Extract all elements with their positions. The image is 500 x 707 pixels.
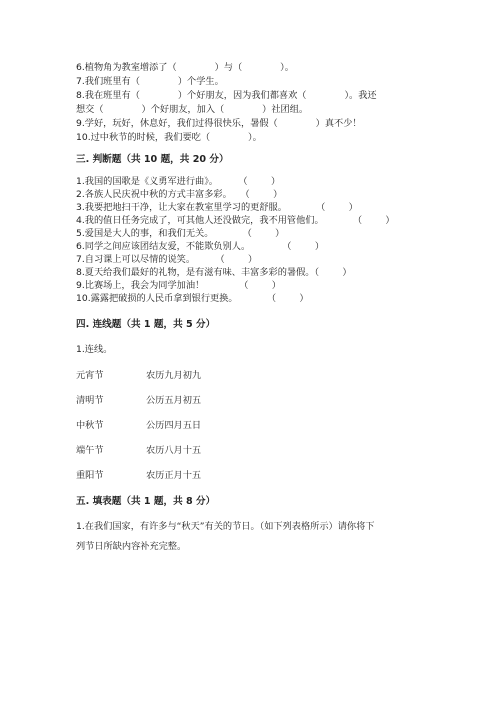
date-item: 农历正月十五 xyxy=(146,470,202,481)
judgment-item-2: 2.各族人民庆祝中秋的方式丰富多彩。 （ ） xyxy=(76,189,283,200)
table-question-line-2: 列节日所缺内容补充完整。 xyxy=(76,541,187,552)
judgment-item-6: 6.同学之间应该团结友爱，不能欺负别人。 （ ） xyxy=(76,241,325,252)
section-heading-table: 五. 填表题（共 1 题，共 8 分） xyxy=(76,496,216,507)
festival-item: 端午节 xyxy=(76,445,104,456)
date-item: 公历五月初五 xyxy=(146,395,202,406)
fill-blank-item-6: 6.植物角为教室增添了（ ）与（ ）。 xyxy=(76,62,294,73)
judgment-item-3: 3.我要把地扫干净，让大家在教室里学习的更舒服。 （ ） xyxy=(76,202,358,213)
fill-blank-item-10: 10.过中秋节的时候，我们要吃（ ）。 xyxy=(76,132,262,143)
judgment-item-9: 9.比赛场上，我会为同学加油！ （ ） xyxy=(76,280,281,291)
fill-blank-item-8: 8.我在班里有（ ）个好朋友，因为我们都喜欢（ ）。我还 xyxy=(76,90,377,101)
table-question-line-1: 1.在我们国家，有许多与“秋天”有关的节日。（如下列表格所示）请你将下 xyxy=(76,521,375,532)
fill-blank-item-9: 9.学好，玩好，休息好，我们过得很快乐，暑假（ ）真不少！ xyxy=(76,118,362,129)
judgment-item-10: 10.露露把破损的人民币拿到银行更换。 （ ） xyxy=(76,293,309,304)
date-item: 农历八月十五 xyxy=(146,445,202,456)
section-heading-matching: 四. 连线题（共 1 题，共 5 分） xyxy=(76,319,216,330)
festival-item: 重阳节 xyxy=(76,470,104,481)
judgment-item-5: 5.爱国是大人的事，和我们无关。 （ ） xyxy=(76,228,285,239)
fill-blank-item-7: 7.我们班里有（ ）个学生。 xyxy=(76,76,224,87)
judgment-item-7: 7.自习课上可以尽情的说笑。 （ ） xyxy=(76,254,258,265)
festival-item: 元宵节 xyxy=(76,370,104,381)
date-item: 农历九月初九 xyxy=(146,370,202,381)
section-heading-judgment: 三. 判断题（共 10 题，共 20 分） xyxy=(76,154,229,165)
judgment-item-4: 4.我的值日任务完成了，可其他人还没做完，我不用管他们。 （ ） xyxy=(76,215,395,226)
festival-item: 清明节 xyxy=(76,395,104,406)
judgment-item-8: 8.夏天给我们最好的礼物，是有滋有味、丰富多彩的暑假。（ ） xyxy=(76,267,352,278)
date-item: 公历四月五日 xyxy=(146,420,202,431)
festival-item: 中秋节 xyxy=(76,420,104,431)
fill-blank-item-8-cont: 想交（ ）个好朋友，加入（ ）社团组。 xyxy=(76,104,309,115)
judgment-item-1: 1.我国的国歌是《义勇军进行曲》。 （ ） xyxy=(76,176,281,187)
matching-instruction: 1.连线。 xyxy=(76,344,113,355)
